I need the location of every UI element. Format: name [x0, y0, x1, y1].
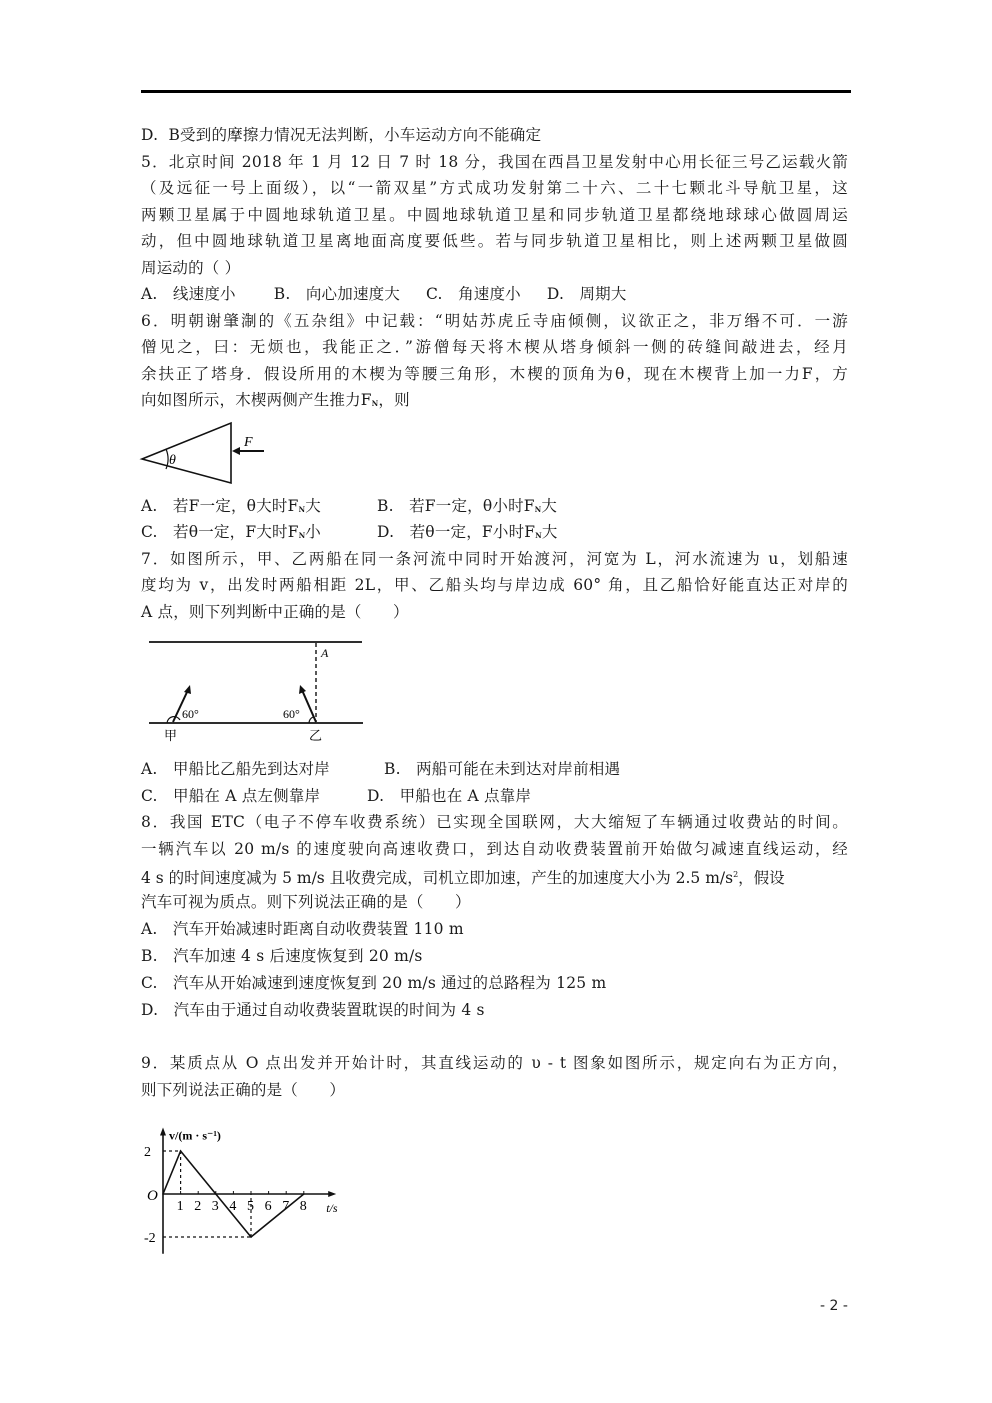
q7-option-c[interactable]	[141, 785, 367, 807]
data-point	[250, 1236, 252, 1238]
boat-jia-label: 甲	[164, 728, 178, 743]
q6-line-2: 僧见之，曰：无烦也，我能正之．”游僧每天将木楔从塔身倾斜一侧的砖缝间敲进去，经月	[141, 338, 848, 356]
q7-option-d[interactable]	[367, 785, 531, 807]
boat-yi-heading	[302, 690, 316, 722]
x-tick-label: 3	[211, 1199, 219, 1214]
q5-option-a[interactable]	[141, 283, 236, 305]
text: 4 s 的时间速度减为 5 m/s 且收费完成，司机立即加速，产生的加速度大小为 2.5 m/s	[141, 869, 734, 888]
angle-label-yi: 60°	[283, 707, 300, 721]
q8-option-c[interactable]	[141, 972, 848, 994]
option-label: A.	[141, 497, 158, 515]
q6-options-row-2	[141, 521, 848, 543]
option-label: A.	[141, 920, 158, 938]
subscript: N	[298, 531, 306, 540]
option-label: D.	[546, 285, 565, 303]
q8-option-b[interactable]	[141, 945, 848, 967]
boat-yi-label: 乙	[309, 728, 323, 743]
option-text: B受到的摩擦力情况无法判断，小车运动方向不能确定	[168, 126, 542, 144]
q6-option-d[interactable]	[377, 521, 558, 547]
option-text: 甲船在 A 点左侧靠岸	[173, 787, 321, 805]
q6-option-a[interactable]	[141, 495, 377, 521]
q5-options	[141, 283, 848, 305]
angle-label-jia: 60°	[182, 707, 199, 721]
q5-line-1: 5．北京时间 2018 年 1 月 12 日 7 时 18 分，我国在西昌卫星发射中心用长征三号乙运载火箭	[141, 153, 848, 171]
x-axis-label: t/s	[326, 1201, 338, 1215]
option-text: 大	[305, 497, 321, 515]
text: 向如图所示，木楔两侧产生推力F	[141, 391, 372, 409]
option-text: 若θ一定，F大时F	[173, 523, 299, 541]
subscript: N	[371, 399, 379, 408]
subscript: N	[298, 505, 306, 514]
header-rule	[141, 90, 851, 93]
option-label: B.	[273, 285, 291, 303]
q5-option-d[interactable]	[547, 283, 627, 305]
x-tick-label: 5	[247, 1199, 254, 1214]
wedge-diagram	[136, 415, 271, 490]
boat-jia-arrowhead	[184, 685, 191, 694]
option-text: 汽车由于通过自动收费装置耽误的时间为 4 s	[173, 1001, 485, 1019]
q6-options-row-1	[141, 495, 848, 517]
y-tick-label: -2	[144, 1231, 156, 1246]
q8-line-3	[141, 864, 848, 886]
x-tick-label: 4	[229, 1199, 237, 1214]
option-text: 汽车开始减速时距离自动收费装置 110 m	[172, 920, 464, 938]
x-axis-arrowhead	[328, 1191, 336, 1197]
q7-option-b[interactable]	[384, 758, 620, 780]
q5-line-5: 周运动的（ ）	[141, 259, 241, 277]
option-label: C.	[141, 787, 158, 805]
origin-label: O	[147, 1188, 158, 1204]
data-point	[162, 1193, 164, 1195]
option-label: D.	[367, 787, 385, 805]
option-text: 小	[305, 523, 321, 541]
point-a-label: A	[321, 646, 329, 660]
superscript: 2	[733, 870, 739, 879]
force-arrowhead	[232, 447, 240, 455]
q8-option-d[interactable]	[141, 999, 848, 1021]
q7-line-3: A 点，则下列判断中正确的是（ ）	[141, 603, 409, 621]
q7-options-row-1	[141, 758, 848, 780]
q6-line-1: 6．明朝谢肇淛的《五杂组》中记载：“明姑苏虎丘寺庙倾侧，议欲正之，非万缗不可．一游	[141, 312, 848, 330]
q5-line-3: 两颗卫星属于中圆地球轨道卫星。中圆地球轨道卫星和同步轨道卫星都绕地球球心做圆周运	[141, 206, 848, 224]
x-tick-label: 1	[176, 1199, 184, 1214]
q6-line-4	[141, 389, 848, 411]
subscript: N	[534, 505, 542, 514]
q6-option-b[interactable]	[377, 495, 557, 521]
q8-line-1: 8．我国 ETC（电子不停车收费系统）已实现全国联网，大大缩短了车辆通过收费站的时间。	[141, 813, 848, 831]
angle-arc-yi	[309, 717, 313, 723]
option-label: A.	[141, 760, 158, 778]
option-text: 汽车加速 4 s 后速度恢复到 20 m/s	[173, 947, 423, 965]
option-text: 向心加速度大	[305, 285, 401, 303]
q5-option-b[interactable]	[274, 283, 400, 305]
y-axis-arrowhead	[160, 1128, 166, 1136]
option-label: B.	[377, 497, 394, 515]
option-text: 甲船也在 A 点靠岸	[399, 787, 532, 805]
wedge-triangle	[142, 423, 231, 483]
option-text: 线速度小	[172, 285, 236, 303]
data-point	[180, 1150, 182, 1152]
option-text: 大	[541, 497, 558, 515]
text: ，则	[378, 391, 410, 409]
q6-line-3: 余扶正了塔身．假设所用的木楔为等腰三角形，木楔的顶角为θ，现在木楔背上加一力F，方	[141, 365, 848, 383]
option-label: C.	[141, 523, 158, 541]
q6-option-c[interactable]	[141, 521, 377, 547]
q8-line-2: 一辆汽车以 20 m/s 的速度驶向高速收费口，到达自动收费装置前开始做匀减速直线运动，经	[141, 840, 848, 858]
q9-line-1: 9．某质点从 O 点出发并开始计时，其直线运动的 υ - t 图象如图所示，规定向右为正方向，	[141, 1054, 848, 1072]
q5-line-4: 动，但中圆地球轨道卫星离地面高度要低些。若与同步轨道卫星相比，则上述两颗卫星做圆	[141, 232, 848, 250]
option-text: 若θ一定，F小时F	[409, 523, 536, 541]
q7-options-row-2	[141, 785, 848, 807]
theta-label: θ	[169, 453, 176, 468]
page-number: - 2 -	[820, 1298, 848, 1314]
subscript: N	[535, 531, 542, 540]
force-label: F	[244, 435, 253, 450]
option-label: C.	[426, 285, 443, 303]
q8-line-4: 汽车可视为质点。则下列说法正确的是（ ）	[141, 893, 471, 911]
option-text: 若F一定，θ小时F	[409, 497, 535, 515]
option-label: D.	[141, 126, 159, 144]
option-text: 若F一定，θ大时F	[172, 497, 299, 515]
option-text: 汽车从开始减速到速度恢复到 20 m/s 通过的总路程为 125 m	[173, 974, 607, 992]
q4-option-d	[141, 124, 848, 146]
q5-line-2: （及远征一号上面级），以“一箭双星”方式成功发射第二十六、二十七颗北斗导航卫星，这	[141, 179, 848, 197]
river-diagram	[140, 630, 372, 745]
q7-line-1: 7．如图所示，甲、乙两船在同一条河流中同时开始渡河，河宽为 L，河水流速为 u，划船速	[141, 550, 848, 568]
q7-line-2: 度均为 v，出发时两船相距 2L，甲、乙船头均与岸边成 60° 角，且乙船恰好能直达正对岸的	[141, 576, 848, 594]
option-text: 角速度小	[458, 285, 521, 303]
x-tick-label: 7	[282, 1199, 290, 1214]
data-point	[303, 1193, 305, 1195]
option-label: D.	[377, 523, 395, 541]
vt-chart	[136, 1108, 356, 1256]
data-point	[215, 1193, 217, 1195]
q5-option-c[interactable]	[426, 283, 521, 305]
option-text: 大	[541, 523, 558, 541]
y-tick-label: 2	[144, 1145, 151, 1160]
q9-line-2: 则下列说法正确的是（ ）	[141, 1081, 346, 1099]
option-label: B.	[141, 947, 158, 965]
q7-option-a[interactable]	[141, 758, 384, 780]
option-label: B.	[384, 760, 401, 778]
x-tick-label: 6	[264, 1199, 272, 1214]
option-label: C.	[141, 974, 158, 992]
option-text: 周期大	[579, 285, 627, 303]
x-tick-label: 8	[299, 1199, 307, 1214]
text: ，假设	[738, 869, 785, 888]
option-text: 两船可能在未到达对岸前相遇	[416, 760, 621, 778]
option-text: 甲船比乙船先到达对岸	[172, 760, 330, 778]
x-tick-label: 2	[194, 1199, 202, 1214]
y-axis-label: v/(m · s⁻¹)	[169, 1128, 221, 1143]
option-label: A.	[141, 285, 158, 303]
option-label: D.	[141, 1001, 159, 1019]
q8-option-a[interactable]	[141, 918, 848, 940]
